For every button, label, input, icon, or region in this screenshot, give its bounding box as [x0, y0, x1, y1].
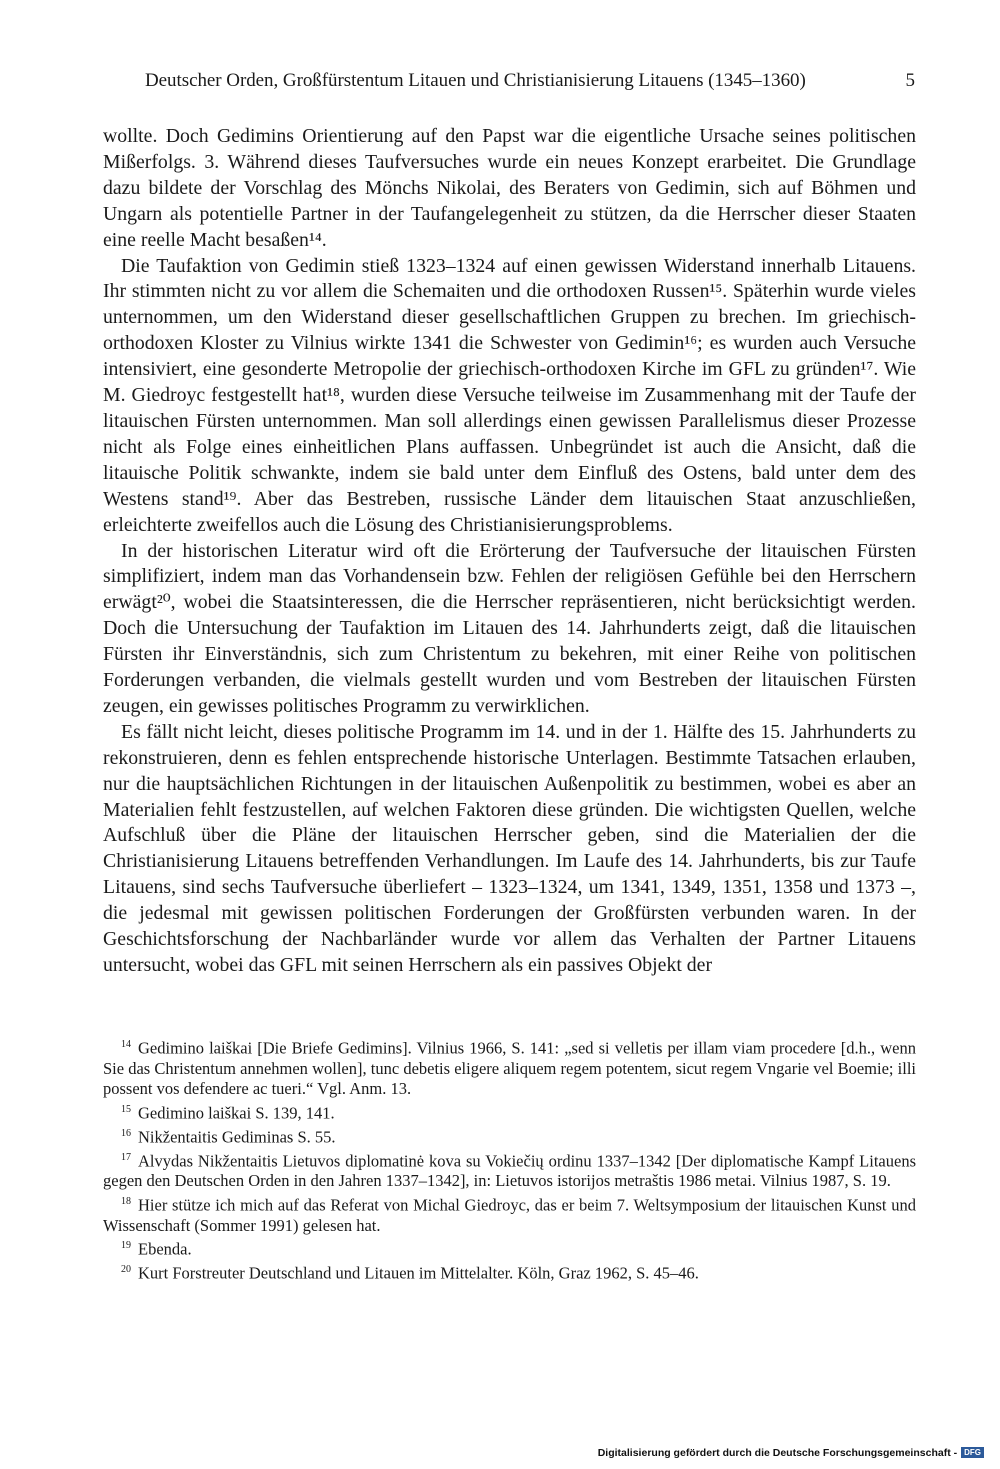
- credit-text: Digitalisierung gefördert durch die Deutsche Forschungsgemeinschaft -: [597, 1447, 958, 1459]
- page-number: 5: [905, 70, 915, 91]
- paragraph: Die Taufaktion von Gedimin stieß 1323–1324 auf einen gewissen Widerstand innerhalb Litauens. Ihr stimmten nicht zu vor allem die Schemaiten und die orthodoxen Russen¹⁵. Späterhin wurde vieles unternommen, um den Widerstand dieser gesellschaftlichen Gruppen zu brechen. Im griechisch-orthodoxen Kloster zu Vilnius wirkte 1341 die Schwester von Gedimin¹⁶; es wurden auch Versuche intensiviert, eine gesonderte Metropolie der griechisch-orthodoxen Kirche im GFL zu gründen¹⁷. Wie M. Giedroyc festgestellt hat¹⁸, wurden diese Versuche teilweise im Zusammenhang mit der Taufe der litauischen Fürsten unternommen. Man soll allerdings einen gewissen Parallelismus dieser Prozesse nicht als Folge eines einheitlichen Plans auffassen. Unbegründet ist auch die Ansicht, daß die litauische Politik schwankte, indem sie bald unter dem Einfluß des Ostens, bald unter dem des Westens stand¹⁹. Aber das Bestreben, russische Länder dem litauischen Staat anzuschließen, erleichterte zweifellos auch die Lösung des Christianisierungsproblems.: [103, 254, 916, 536]
- footnote-number: 17: [121, 1151, 131, 1163]
- footnote-19: [103, 1236, 916, 1260]
- footnote-number: 16: [121, 1127, 131, 1139]
- footnote-text: Ebenda.: [138, 1239, 192, 1259]
- footnote-number: 20: [121, 1264, 131, 1276]
- footnote-number: 14: [121, 1039, 131, 1050]
- footnote-text: Gedimino laiškai [Die Briefe Gedimins]. Vilnius 1966, S. 141: „sed si velletis per illam viam procedere [d.h., wenn Sie das Christentum annehmen wollen], tunc debetis eligere aliquem regem potentem, sicut regem Vngarie vel Boemie; illi possent vos defendere ac tueri.“ Vgl. Anm. 13.: [103, 1038, 916, 1099]
- footnote-20: [103, 1260, 916, 1284]
- footnote-text: Alvydas Nikžentaitis Lietuvos diplomatinė kova su Vokiečių ordinu 1337–1342 [Der diplomatische Kampf Litauens gegen den Deutschen Orden in den Jahren 1337–1342], in: Lietuvos istorijos metraštis 1986 metai. Vilnius 1987, S. 19.: [103, 1151, 916, 1191]
- footnote-text: Hier stütze ich mich auf das Referat von Michal Giedroyc, das er beim 7. Weltsymposium der litauischen Kunst und Wissenschaft (Sommer 1991) gelesen hat.: [103, 1195, 916, 1235]
- footnote-number: 18: [121, 1195, 131, 1207]
- paragraph: Es fällt nicht leicht, dieses politische Programm im 14. und in der 1. Hälfte des 15. Jahrhunderts zu rekonstruieren, denn es fehlen entsprechende historische Unterlagen. Bestimmte Tatsachen erlauben, nur die hauptsächlichen Richtungen in der litauischen Außenpolitik zu bestimmen, wobei es aber an Materialien fehlt festzustellen, auf welchen Faktoren diese gründen. Die wichtigsten Quellen, welche Aufschluß über die Pläne der litauischen Herrscher geben, sind die Materialien der die Christianisierung Litauens betreffenden Verhandlungen. Im Laufe des 14. Jahrhunderts, bis zur Taufe Litauens, sind sechs Taufversuche überliefert – 1323–1324, um 1341, 1349, 1351, 1358 und 1373 –, die jedesmal mit gewissen politischen Forderungen der Großfürsten verbunden waren. In der Geschichtsforschung der Nachbarländer wurde vor allem das Verhalten der Partner Litauens untersucht, wobei das GFL mit seinen Herrschern als ein passives Objekt der: [103, 720, 916, 976]
- digitization-credit: [598, 1447, 984, 1459]
- main-text: [103, 124, 916, 979]
- footnote-text: Kurt Forstreuter Deutschland und Litauen im Mittelalter. Köln, Graz 1962, S. 45–46.: [138, 1263, 699, 1283]
- footnote-15: [103, 1100, 916, 1124]
- paragraph: In der historischen Literatur wird oft die Erörterung der Taufversuche der litauischen Fürsten simplifiziert, indem man das Vorhandensein bzw. Fehlen der religiösen Gefühle bei den Herrschern erwägt²⁰, wobei die Staatsinteressen, die die Herrscher repräsentieren, nicht berücksichtigt werden. Doch die Untersuchung der Taufaktion im Litauen des 14. Jahrhunderts zeigt, daß die litauischen Fürsten ihr Einverständnis, sich zum Christentum zu bekehren, mit einer Reihe von politischen Forderungen verbanden, die vielmals gestellt wurden und vom Bestreben der litauischen Fürsten zeugen, ein gewisses politisches Programm zu verwirklichen.: [103, 539, 916, 717]
- footnote-16: [103, 1124, 916, 1148]
- dfg-logo: DFG: [961, 1447, 984, 1458]
- paragraph: wollte. Doch Gedimins Orientierung auf den Papst war die eigentliche Ursache seines politischen Mißerfolgs. 3. Während dieses Taufversuches wurde ein neues Konzept erarbeitet. Die Grundlage dazu bildete der Vorschlag des Mönchs Nikolai, des Beraters von Gedimin, sich auf Böhmen und Ungarn als potentielle Partner in der Taufangelegenheit zu stützen, da die Herrscher dieser Staaten eine reelle Macht besaßen¹⁴.: [103, 125, 916, 251]
- footnotes: [103, 1035, 916, 1284]
- footnote-14: [103, 1035, 916, 1100]
- footnote-text: Nikžentaitis Gediminas S. 55.: [138, 1127, 336, 1147]
- footnote-number: 15: [121, 1103, 131, 1115]
- footnote-number: 19: [121, 1240, 131, 1252]
- running-title: Deutscher Orden, Großfürstentum Litauen und Christianisierung Litauens (1345–1360): [145, 70, 806, 91]
- footnote-17: [103, 1148, 916, 1192]
- footnote-18: [103, 1192, 916, 1236]
- footnote-text: Gedimino laiškai S. 139, 141.: [138, 1103, 335, 1123]
